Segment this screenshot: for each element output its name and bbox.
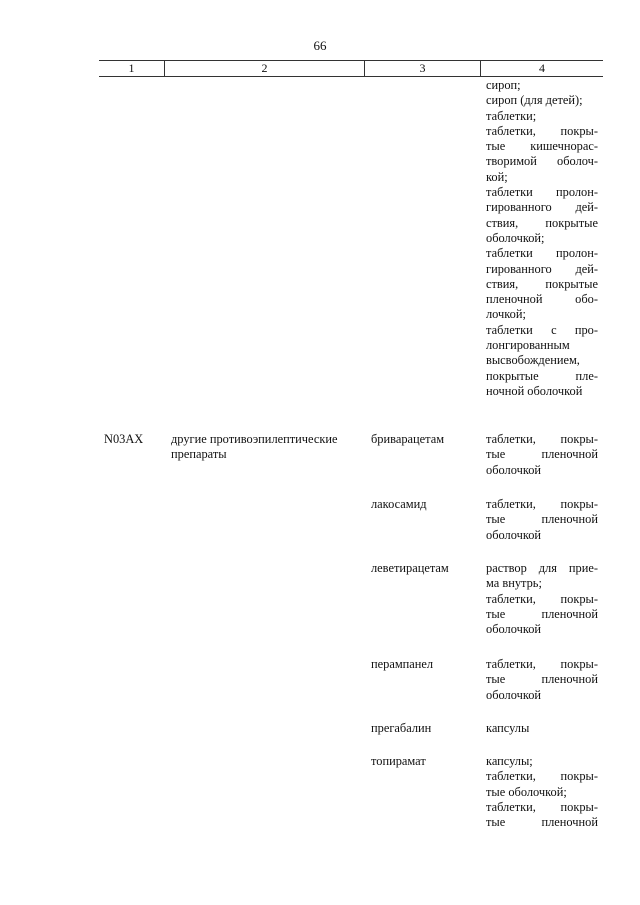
group-name-line: препараты	[171, 447, 227, 462]
drug-forms	[486, 497, 598, 543]
form-line: оболочкой	[486, 527, 542, 542]
form-line: оболочкой	[486, 622, 542, 637]
form-line: тые пленочной	[486, 815, 598, 830]
header-col-1: 1	[99, 61, 165, 76]
form-line: капсулы;	[486, 754, 533, 768]
form-line: раствор для прие-	[486, 561, 598, 575]
form-line: тые оболочкой;	[486, 784, 567, 799]
header-col-3: 3	[365, 61, 481, 76]
form-line: ствия, покрытые	[486, 276, 598, 291]
form-line: оболочкой;	[486, 230, 545, 245]
drug-name: топирамат	[371, 754, 426, 768]
page-number: 66	[313, 38, 327, 53]
drug-forms	[486, 432, 598, 478]
form-line: таблетки, покры-	[486, 591, 598, 606]
form-line: тые кишечнорас-	[486, 139, 598, 154]
form-line: таблетки, покры-	[486, 432, 598, 446]
form-line: тые пленочной	[486, 447, 598, 462]
form-line: лонгированным	[486, 338, 570, 353]
form-line: пленочной обо-	[486, 292, 598, 307]
form-line: ночной оболочкой	[486, 383, 583, 398]
drug-forms	[486, 657, 598, 703]
header-col-2: 2	[165, 61, 365, 76]
table-header-row	[99, 60, 603, 77]
form-line: таблетки пролон-	[486, 246, 598, 261]
form-line: таблетки, покры-	[486, 657, 598, 671]
form-line: кой;	[486, 169, 508, 184]
drug-name: бриварацетам	[371, 432, 445, 446]
form-line: высвобождением,	[486, 353, 580, 368]
form-line: таблетки, покры-	[486, 497, 598, 511]
form-line: оболочкой	[486, 687, 542, 702]
form-line: оболочкой	[486, 462, 542, 477]
form-line: тые пленочной	[486, 672, 598, 687]
atc-code: N03AX	[104, 432, 144, 446]
form-line: ма внутрь;	[486, 576, 542, 591]
form-line: капсулы	[486, 721, 530, 735]
group-name-line: другие противоэпилептические	[171, 432, 338, 446]
drug-forms	[486, 721, 598, 736]
form-line: покрытые пле-	[486, 368, 598, 383]
header-col-4: 4	[539, 61, 545, 75]
form-line: сироп (для детей);	[486, 93, 583, 108]
drug-forms	[486, 754, 598, 830]
form-line: лочкой;	[486, 307, 526, 322]
form-line: таблетки с про-	[486, 322, 598, 337]
form-line: ствия, покрытые	[486, 215, 598, 230]
drug-name: лакосамид	[371, 497, 427, 511]
form-line: гированного дей-	[486, 200, 598, 215]
form-line: гированного дей-	[486, 261, 598, 276]
form-line: таблетки пролон-	[486, 185, 598, 200]
drug-forms	[486, 561, 598, 637]
form-line: таблетки, покры-	[486, 799, 598, 814]
form-line: таблетки;	[486, 108, 537, 123]
drug-name: прегабалин	[371, 721, 432, 735]
drug-name: леветирацетам	[371, 561, 449, 575]
form-line: таблетки, покры-	[486, 769, 598, 784]
form-line: сироп;	[486, 78, 521, 92]
drug-name: перампанел	[371, 657, 434, 671]
form-line: тые пленочной	[486, 512, 598, 527]
form-line: таблетки, покры-	[486, 123, 598, 138]
form-line: тые пленочной	[486, 606, 598, 621]
continued-forms	[486, 78, 598, 399]
form-line: творимой оболоч-	[486, 154, 598, 169]
atc-group-name	[171, 432, 366, 463]
